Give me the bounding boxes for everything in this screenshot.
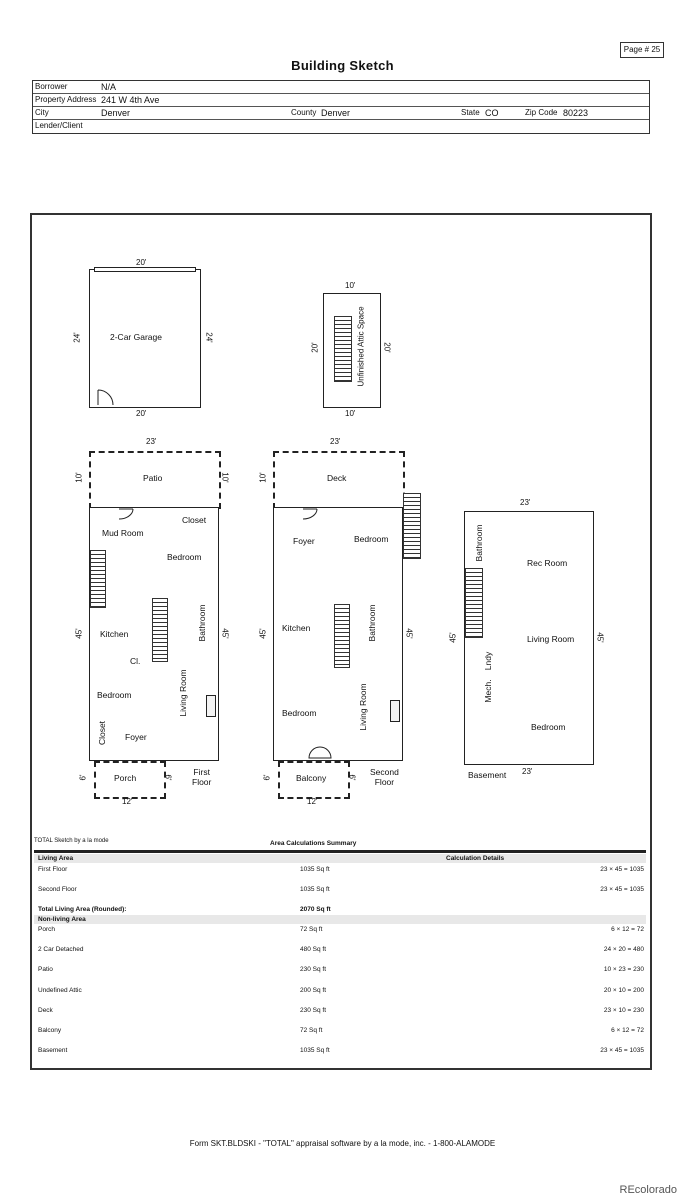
attic-top-dim: 10' <box>345 281 356 290</box>
garage-label: 2-Car Garage <box>110 332 162 342</box>
second-left-dim: 45' <box>258 628 268 639</box>
row-calc: 23 × 45 = 1035 <box>600 1047 644 1054</box>
row-calc: 23 × 45 = 1035 <box>600 866 644 873</box>
total-value: 2070 Sq ft <box>300 906 331 913</box>
basement-living-room-label: Living Room <box>527 634 575 644</box>
first-foyer-label: Foyer <box>125 732 147 742</box>
mud-room-label: Mud Room <box>102 528 144 538</box>
porch-area <box>94 761 166 799</box>
row-calc: 23 × 10 = 230 <box>603 1007 644 1014</box>
row-area: 200 Sq ft <box>300 987 327 994</box>
porch-left-dim: 6' <box>78 774 88 781</box>
borrower-label: Borrower <box>35 82 68 91</box>
lndy-label: Lndy <box>483 651 493 671</box>
second-kitchen-label: Kitchen <box>282 623 311 633</box>
nonliving-label: Non-living Area <box>38 916 86 923</box>
page-number: Page # 25 <box>620 42 664 58</box>
deck-area <box>273 451 405 509</box>
address-value: 241 W 4th Ave <box>101 95 160 105</box>
first-floor-label-line1: First <box>193 767 210 777</box>
page-title: Building Sketch <box>291 58 394 73</box>
row-area: 230 Sq ft <box>300 966 327 973</box>
first-cl-label: Cl. <box>130 656 141 666</box>
first-top-dim: 23' <box>146 437 157 446</box>
calc-details-label: Calculation Details <box>446 855 505 862</box>
total-label: Total Living Area (Rounded): <box>38 906 127 913</box>
summary-small-title: TOTAL Sketch by a la mode <box>34 838 109 844</box>
patio-area <box>89 451 221 509</box>
second-living-room-label: Living Room <box>358 683 368 731</box>
row-area: 72 Sq ft <box>300 926 323 933</box>
first-kitchen-label: Kitchen <box>100 629 129 639</box>
first-left-dim: 45' <box>74 628 84 639</box>
basement-top-dim: 23' <box>520 498 531 507</box>
second-stairs-center <box>334 604 350 668</box>
living-area-label: Living Area <box>38 855 74 862</box>
county-value: Denver <box>321 108 351 118</box>
state-label: State <box>461 108 480 117</box>
attic-stairs <box>334 316 352 382</box>
nonliving-header-bg <box>34 915 646 924</box>
borrower-value: N/A <box>101 82 117 92</box>
row-name: Deck <box>38 1007 53 1014</box>
first-living-room-label: Living Room <box>178 669 188 717</box>
row-name: Second Floor <box>38 886 77 893</box>
deck-left-dim: 10' <box>258 472 268 483</box>
attic-bottom-dim: 10' <box>345 409 356 418</box>
balcony-bottom-dim: 12' <box>307 797 318 806</box>
mech-label: Mech. <box>483 679 493 703</box>
lender-label: Lender/Client <box>35 121 83 130</box>
first-closet-label: Closet <box>182 515 207 525</box>
row-calc: 6 × 12 = 72 <box>611 926 644 933</box>
rec-room-label: Rec Room <box>527 558 568 568</box>
fireplace-icon <box>390 700 400 722</box>
first-bedroom1-label: Bedroom <box>167 552 202 562</box>
basement-left-dim: 45' <box>448 632 458 643</box>
zip-label: Zip Code <box>525 108 558 117</box>
garage-top-dim: 20' <box>136 258 147 267</box>
first-bedroom2-label: Bedroom <box>97 690 132 700</box>
balcony-right-dim: 6' <box>347 774 357 781</box>
first-closet2-label: Closet <box>97 720 107 746</box>
second-right-dim: 45' <box>404 628 414 639</box>
attic-right-dim: 20' <box>382 342 392 353</box>
patio-right-dim: 10' <box>220 472 230 483</box>
city-row <box>33 107 649 120</box>
living-area-header-bg <box>34 854 646 863</box>
balcony-area <box>278 761 350 799</box>
row-calc: 23 × 45 = 1035 <box>600 886 644 893</box>
row-name: Basement <box>38 1047 68 1054</box>
row-calc: 10 × 23 = 230 <box>603 966 644 973</box>
property-header <box>32 80 650 134</box>
garage-left-dim: 24' <box>72 332 82 343</box>
balcony-left-dim: 6' <box>262 774 272 781</box>
basement-label: Basement <box>468 770 507 780</box>
second-floor-label-line2: Floor <box>374 777 395 787</box>
row-name: Patio <box>38 966 53 973</box>
attic-room <box>323 293 381 408</box>
basement-stairs <box>465 568 483 638</box>
row-calc: 20 × 10 = 200 <box>603 987 644 994</box>
second-exterior-stairs <box>403 493 421 559</box>
second-floor-label <box>370 767 399 787</box>
basement-right-dim: 45' <box>595 632 605 643</box>
row-area: 1035 Sq ft <box>300 886 330 893</box>
door-swing-icon <box>118 508 134 520</box>
attic-label: Unfinished Attic Space <box>356 306 366 387</box>
sketch-frame <box>30 213 652 1070</box>
second-bedroom1-label: Bedroom <box>354 534 389 544</box>
basement-bottom-dim: 23' <box>522 767 533 776</box>
address-row <box>33 94 649 107</box>
second-top-dim: 23' <box>330 437 341 446</box>
lender-row <box>33 120 649 132</box>
porch-label: Porch <box>114 773 137 783</box>
porch-right-dim: 6' <box>163 774 173 781</box>
row-name: Porch <box>38 926 55 933</box>
first-floor-label <box>192 767 211 787</box>
first-bathroom-label: Bathroom <box>197 604 207 642</box>
row-area: 230 Sq ft <box>300 1007 327 1014</box>
row-calc: 6 × 12 = 72 <box>611 1027 644 1034</box>
first-stairs-center <box>152 598 168 662</box>
state-value: CO <box>485 108 499 118</box>
second-foyer-label: Foyer <box>293 536 315 546</box>
borrower-row <box>33 81 649 94</box>
garage-bottom-dim: 20' <box>136 409 147 418</box>
basement-bathroom-label: Bathroom <box>474 524 484 562</box>
summary-title: Area Calculations Summary <box>270 840 357 847</box>
fireplace-icon <box>206 695 216 717</box>
row-area: 72 Sq ft <box>300 1027 323 1034</box>
row-area: 1035 Sq ft <box>300 1047 330 1054</box>
second-floor-label-line1: Second <box>370 767 399 777</box>
balcony-label: Balcony <box>296 773 327 783</box>
zip-value: 80223 <box>563 108 589 118</box>
garage-door <box>94 267 196 272</box>
row-name: Balcony <box>38 1027 62 1034</box>
porch-bottom-dim: 12' <box>122 797 133 806</box>
garage-right-dim: 24' <box>204 332 214 343</box>
form-footer: Form SKT.BLDSKI - "TOTAL" appraisal software by a la mode, inc. - 1-800-ALAMODE <box>189 1139 496 1148</box>
first-right-dim: 45' <box>220 628 230 639</box>
first-stairs-left <box>90 550 106 608</box>
address-label: Property Address <box>35 95 97 104</box>
first-floor-label-line2: Floor <box>192 777 212 787</box>
row-area: 1035 Sq ft <box>300 866 330 873</box>
door-swing-icon <box>96 388 118 406</box>
summary-divider <box>34 850 646 853</box>
row-name: 2 Car Detached <box>38 946 84 953</box>
first-floor-plan <box>89 507 219 761</box>
basement-plan <box>464 511 594 765</box>
row-name: First Floor <box>38 866 68 873</box>
door-swing-icon <box>302 508 318 520</box>
basement-bedroom-label: Bedroom <box>531 722 566 732</box>
county-label: County <box>291 108 317 117</box>
row-calc: 24 × 20 = 480 <box>603 946 644 953</box>
patio-left-dim: 10' <box>74 472 84 483</box>
row-area: 480 Sq ft <box>300 946 327 953</box>
city-label: City <box>35 108 49 117</box>
garage-room <box>89 269 201 408</box>
city-value: Denver <box>101 108 131 118</box>
brand-watermark: REcolorado <box>619 1184 677 1196</box>
second-bedroom2-label: Bedroom <box>282 708 317 718</box>
second-bathroom-label: Bathroom <box>367 604 377 642</box>
row-name: Undefined Attic <box>38 987 82 994</box>
second-floor-plan <box>273 507 403 761</box>
deck-label: Deck <box>327 473 347 483</box>
patio-label: Patio <box>143 473 163 483</box>
attic-left-dim: 20' <box>310 342 320 353</box>
door-swing-icon <box>308 740 332 759</box>
